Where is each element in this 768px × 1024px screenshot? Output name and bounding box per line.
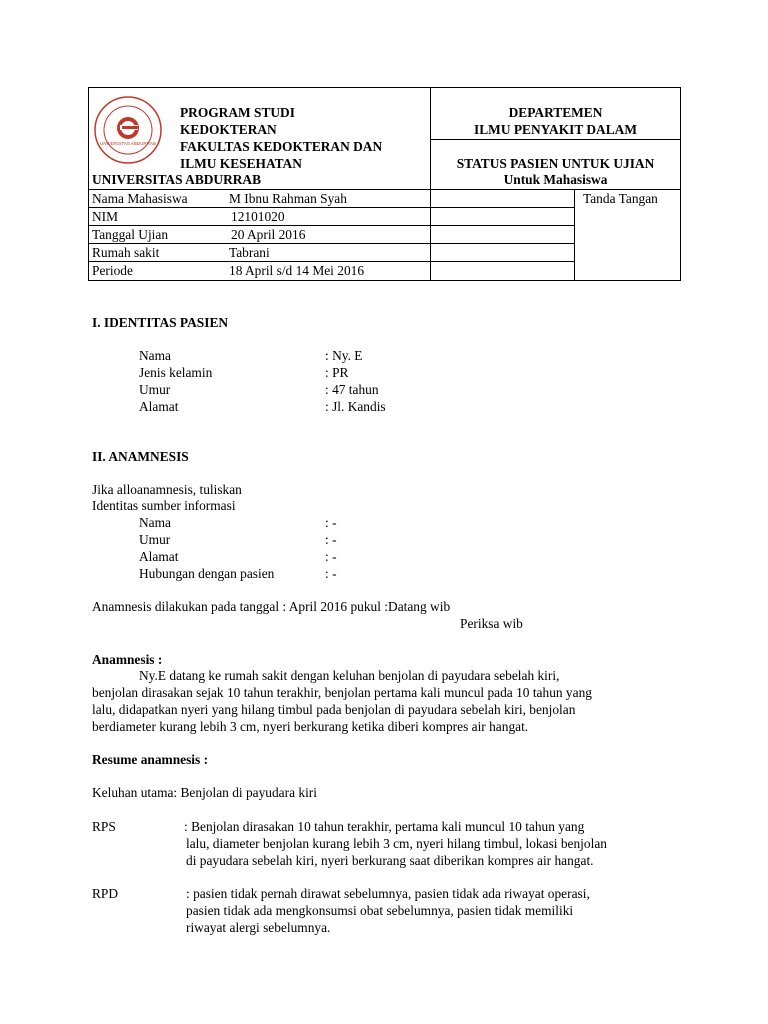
row-value-rumah-sakit: Tabrani bbox=[229, 245, 270, 260]
row-label-nim: NIM bbox=[92, 209, 119, 224]
row-value-periode: 18 April s/d 14 Mei 2016 bbox=[229, 263, 365, 278]
header-left-line-1: PROGRAM STUDI bbox=[180, 105, 295, 120]
department-name: ILMU PENYAKIT DALAM bbox=[474, 122, 637, 137]
allo-line-2: Identitas sumber informasi bbox=[92, 498, 236, 513]
rps-line: di payudara sebelah kiri, nyeri berkurang saat diberikan kompres air hangat. bbox=[186, 853, 594, 868]
signature-divider bbox=[574, 189, 575, 281]
identitas-label: Alamat bbox=[139, 399, 179, 414]
row-label-rumah-sakit: Rumah sakit bbox=[92, 245, 160, 260]
signature-label: Tanda Tangan bbox=[583, 191, 658, 206]
identitas-label: Jenis kelamin bbox=[139, 365, 213, 380]
department-title: DEPARTEMEN bbox=[508, 105, 603, 120]
row-value-tanggal: 20 April 2016 bbox=[231, 227, 306, 242]
university-logo bbox=[93, 95, 163, 165]
row-label-periode: Periode bbox=[92, 263, 133, 278]
anamnesis-date-line: Anamnesis dilakukan pada tanggal : April 2016 pukul :Datang wib bbox=[92, 599, 451, 614]
identitas-value: : 47 tahun bbox=[325, 382, 379, 397]
header-divider-right bbox=[430, 139, 681, 140]
keluhan-utama: Keluhan utama: Benjolan di payudara kiri bbox=[92, 785, 317, 800]
anamnesis-label: Anamnesis : bbox=[92, 652, 163, 667]
sumber-label: Hubungan dengan pasien bbox=[139, 566, 275, 581]
sumber-value: : - bbox=[325, 549, 337, 564]
resume-heading: Resume anamnesis : bbox=[92, 752, 209, 767]
sumber-value: : - bbox=[325, 566, 337, 581]
section-identitas-heading: I. IDENTITAS PASIEN bbox=[92, 315, 229, 330]
rpd-label: RPD bbox=[92, 886, 119, 901]
rps-label: RPS bbox=[92, 819, 116, 834]
identitas-value: : Jl. Kandis bbox=[325, 399, 386, 414]
rpd-line: : pasien tidak pernah dirawat sebelumnya, pasien tidak ada riwayat operasi, bbox=[186, 886, 590, 901]
header-row-line-4 bbox=[88, 261, 574, 262]
identitas-label: Umur bbox=[139, 382, 171, 397]
anamnesis-periksa-line: Periksa wib bbox=[460, 616, 523, 631]
row-label-nama: Nama Mahasiswa bbox=[92, 191, 188, 206]
header-left-line-3: FAKULTAS KEDOKTERAN DAN bbox=[180, 139, 383, 154]
sumber-label: Nama bbox=[139, 515, 171, 530]
header-row-line-0 bbox=[88, 189, 681, 190]
anamnesis-text-line: benjolan dirasakan sejak 10 tahun terakhir, benjolan pertama kali muncul pada 10 tahun yang bbox=[92, 685, 592, 700]
sumber-label: Alamat bbox=[139, 549, 179, 564]
anamnesis-text-first: Ny.E datang ke rumah sakit dengan keluhan benjolan di payudara sebelah kiri, bbox=[139, 668, 560, 683]
status-subtitle: Untuk Mahasiswa bbox=[503, 172, 608, 187]
university-name: UNIVERSITAS ABDURRAB bbox=[92, 172, 262, 187]
sumber-label: Umur bbox=[139, 532, 171, 547]
identitas-label: Nama bbox=[139, 348, 171, 363]
status-title: STATUS PASIEN UNTUK UJIAN bbox=[456, 156, 655, 171]
row-label-tanggal: Tanggal Ujian bbox=[92, 227, 169, 242]
rps-line: lalu, diameter benjolan kurang lebih 3 cm, nyeri hilang timbul, lokasi benjolan bbox=[186, 836, 607, 851]
rpd-line: pasien tidak ada mengkonsumsi obat sebelumnya, pasien tidak memiliki bbox=[186, 903, 574, 918]
identitas-value: : PR bbox=[325, 365, 349, 380]
sumber-value: : - bbox=[325, 532, 337, 547]
sumber-value: : - bbox=[325, 515, 337, 530]
rps-line: : Benjolan dirasakan 10 tahun terakhir, pertama kali muncul 10 tahun yang bbox=[184, 819, 585, 834]
header-left-line-2: KEDOKTERAN bbox=[180, 122, 277, 137]
section-anamnesis-heading: II. ANAMNESIS bbox=[92, 449, 189, 464]
header-left-line-4: ILMU KESEHATAN bbox=[180, 156, 302, 171]
identitas-value: : Ny. E bbox=[325, 348, 363, 363]
svg-text:UNIVERSITAS ABDURRAB: UNIVERSITAS ABDURRAB bbox=[100, 141, 156, 146]
anamnesis-text-line: berdiameter kurang lebih 3 cm, nyeri berkurang ketika diberi kompres air hangat. bbox=[92, 719, 529, 734]
anamnesis-text-line: lalu, didapatkan nyeri yang hilang timbul pada benjolan di payudara sebelah kiri, benjolan bbox=[92, 702, 576, 717]
row-value-nim: 12101020 bbox=[231, 209, 285, 224]
allo-line-1: Jika alloanamnesis, tuliskan bbox=[92, 482, 242, 497]
rpd-line: riwayat alergi sebelumnya. bbox=[186, 920, 331, 935]
header-row-line-2 bbox=[88, 225, 574, 226]
row-value-nama: M Ibnu Rahman Syah bbox=[229, 191, 347, 206]
